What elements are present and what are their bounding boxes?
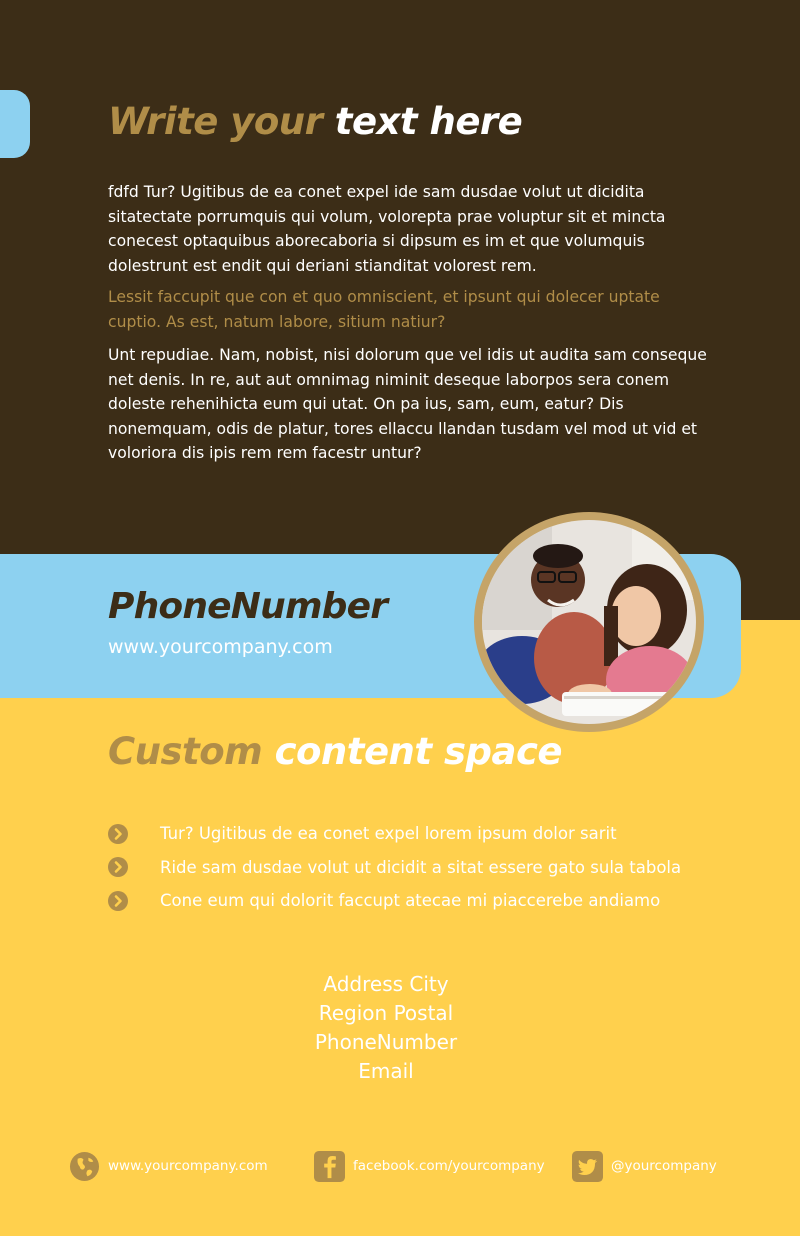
list-item [108,851,748,885]
bullet-list [108,817,748,918]
chevron-right-circle-icon [108,891,128,911]
footer [0,1150,800,1182]
footer-facebook[interactable] [314,1150,545,1182]
list-item [108,817,748,851]
footer-website[interactable] [69,1150,268,1182]
decorative-tab [0,90,30,158]
intro-paragraph: fdfd Tur? Ugitibus de ea conet expel ide sam dusdae volut ut dicidita sitatectate porrumquis qui volum, volorepta prae voluptur sit et mincta conecest optaquibus aborecaboria si dipsum es im et que volumquis dolestrunt est endit qui deriani stianditat volorest rem. [108,183,666,275]
globe-icon [69,1151,100,1182]
list-item [108,884,748,918]
body-paragraph: Unt repudiae. Nam, nobist, nisi dolorum que vel idis ut audita sam conseque net denis. In re, aut aut omnimag niminit deseque laborpos sera conem doleste rehenihicta eum qui utat. On pa ius, sam, eum, eatur? Dis nonemquam, odis de platur, tores ellaccu llandan tusdam vel mod ut vid et voloriora dis ipis rem rem facestr untur? [108,346,707,462]
title-part-1: Write your [108,100,323,143]
footer-twitter-label: @yourcompany [611,1158,717,1174]
teacher-student-photo [474,512,704,732]
footer-website-label: www.yourcompany.com [108,1158,268,1174]
address-block [236,970,536,1086]
chevron-right-circle-icon [108,857,128,877]
custom-title-part-1: Custom [108,730,263,773]
twitter-icon [572,1151,603,1182]
photo-illustration [482,520,696,724]
region-line: Region Postal [318,1001,454,1025]
title-part-2: text here [334,100,523,143]
page-title [108,100,522,143]
phone-line: PhoneNumber [314,1030,458,1054]
chevron-right-circle-icon [108,824,128,844]
bullet-text: Tur? Ugitibus de ea conet expel lorem ipsum dolor sarit [160,824,617,844]
footer-facebook-label: facebook.com/yourcompany [353,1158,545,1174]
custom-title-part-2: content space [274,730,562,773]
phone-number: PhoneNumber [108,586,388,627]
bullet-text: Cone eum qui dolorit faccupt atecae mi piaccerebe andiamo [160,891,661,911]
email-line[interactable]: Email [358,1059,414,1083]
website-link[interactable]: www.yourcompany.com [108,636,333,658]
footer-twitter[interactable] [572,1150,717,1182]
address-line: Address City [323,972,449,996]
facebook-icon [314,1151,345,1182]
custom-section-title [108,730,562,773]
bullet-text: Ride sam dusdae volut ut dicidit a sitat essere gato sula tabola [160,857,682,877]
highlight-paragraph: Lessit faccupit que con et quo omniscient, et ipsunt qui dolecer uptate cuptio. As est, natum labore, sitium natiur? [108,288,660,331]
